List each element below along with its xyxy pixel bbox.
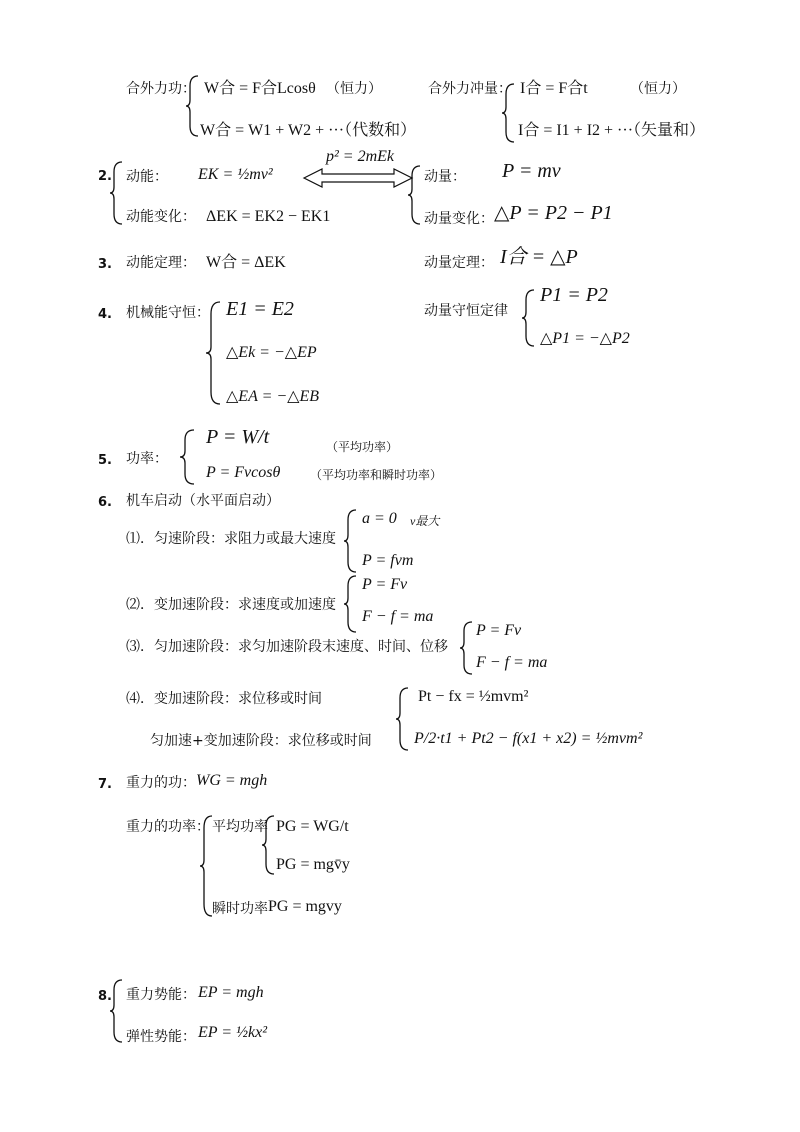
brace-stage2 [344,574,358,634]
mech-formula-2: △Ek = −△EP [226,344,317,361]
ke-formula: EK = ½mv² [198,166,273,183]
avg-power-label: 平均功率 [212,819,268,835]
gpe-label: 重力势能： [126,987,196,1003]
power-formula-2-note: （平均功率和瞬时功率） [310,468,443,482]
momentum-change-label: 动量变化： [424,211,494,227]
sec2-number: 2. [98,169,112,184]
gpe-formula: EP = mgh [198,984,264,1001]
impulse-sum-formula: I合 = I1 + I2 + ···（矢量和） [518,122,706,139]
brace-power [180,428,196,486]
work-label: 合外力功： [126,81,196,97]
sec4-number: 4. [98,307,112,322]
momentum-cons-formula-1: P1 = P2 [540,284,608,306]
stage2-formula-1: P = Fv [362,576,408,593]
mech-formula-1: E1 = E2 [226,298,294,320]
mech-label: 机械能守恒： [126,305,210,321]
stage3-formula-2: F − f = ma [476,654,548,671]
epe-formula: EP = ½kx² [198,1024,268,1041]
stage4-label: ⑷．变加速阶段：求位移或时间 [126,691,322,707]
stage2-formula-2: F − f = ma [362,608,434,625]
brace-momentum-cons [522,288,536,348]
sec6-title: 机车启动（水平面启动） [126,493,280,509]
double-arrow-icon [302,168,414,188]
momentum-label: 动量： [424,169,466,185]
stage5-formula: P/2·t1 + Pt2 − f(x1 + x2) = ½mvm² [414,730,643,747]
ke-theorem-formula: W合 = ΔEK [206,254,286,271]
ke-change-label: 动能变化： [126,209,196,225]
stage4-formula: Pt − fx = ½mvm² [418,688,529,705]
work-const-note: （恒力） [326,81,382,97]
ke-theorem-label: 动能定理： [126,255,196,271]
sec3-number: 3. [98,257,112,272]
brace-work [186,74,200,138]
avg-power-formula-1: PG = WG/t [276,818,349,835]
brace-avg-power [262,814,276,876]
brace-impulse [502,82,516,144]
sec6-number: 6. [98,495,112,510]
brace-energy [110,978,124,1044]
gravity-power-label: 重力的功率： [126,819,210,835]
inst-power-label: 瞬时功率 [212,901,268,917]
brace-stage4 [396,686,410,752]
gravity-work-formula: WG = mgh [196,772,268,789]
momentum-formula: P = mv [502,160,561,182]
sec5-number: 5. [98,453,112,468]
brace-momentum [408,164,422,226]
power-label: 功率： [126,451,168,467]
stage5-label: 匀加速+变加速阶段：求位移或时间 [150,733,372,749]
momentum-cons-label: 动量守恒定律 [424,303,508,319]
stage3-label: ⑶．匀加速阶段：求匀加速阶段末速度、时间、位移 [126,639,448,655]
momentum-theorem-label: 动量定理： [424,255,494,271]
sec8-number: 8. [98,989,112,1004]
ke-change-formula: ΔEK = EK2 − EK1 [206,208,331,225]
impulse-const-formula: I合 = F合t [520,80,588,97]
stage3-formula-1: P = Fv [476,622,522,639]
link-formula: p² = 2mEk [326,148,395,165]
power-formula-1: P = W/t [206,426,270,448]
impulse-label: 合外力冲量： [428,81,512,97]
momentum-cons-formula-2: △P1 = −△P2 [540,330,630,347]
stage1-label: ⑴．匀速阶段：求阻力或最大速度 [126,531,336,547]
stage1-formula-1-note: v最大 [410,514,440,528]
stage2-label: ⑵．变加速阶段：求速度或加速度 [126,597,336,613]
avg-power-formula-2: PG = mgv̄y [276,856,350,873]
brace-mech [206,300,222,406]
inst-power-formula: PG = mgvy [268,898,342,915]
stage1-formula-1: a = 0 [362,510,397,527]
work-const-formula: W合 = F合Lcosθ [204,80,316,97]
brace-ke [110,160,124,226]
mech-formula-3: △EA = −△EB [226,388,320,405]
stage1-formula-2: P = fvm [362,552,414,569]
sec7-number: 7. [98,777,112,792]
impulse-const-note: （恒力） [630,81,686,97]
brace-stage1 [344,508,358,574]
epe-label: 弹性势能： [126,1029,196,1045]
power-formula-1-note: （平均功率） [326,440,399,454]
momentum-theorem-formula: I合 = △P [500,246,578,268]
brace-stage3 [460,620,474,676]
gravity-work-label: 重力的功： [126,775,196,791]
power-formula-2: P = Fvcosθ [206,464,281,481]
momentum-change-formula: △P = P2 − P1 [494,202,613,224]
ke-label: 动能： [126,169,168,185]
work-sum-formula: W合 = W1 + W2 + ···（代数和） [200,122,417,139]
